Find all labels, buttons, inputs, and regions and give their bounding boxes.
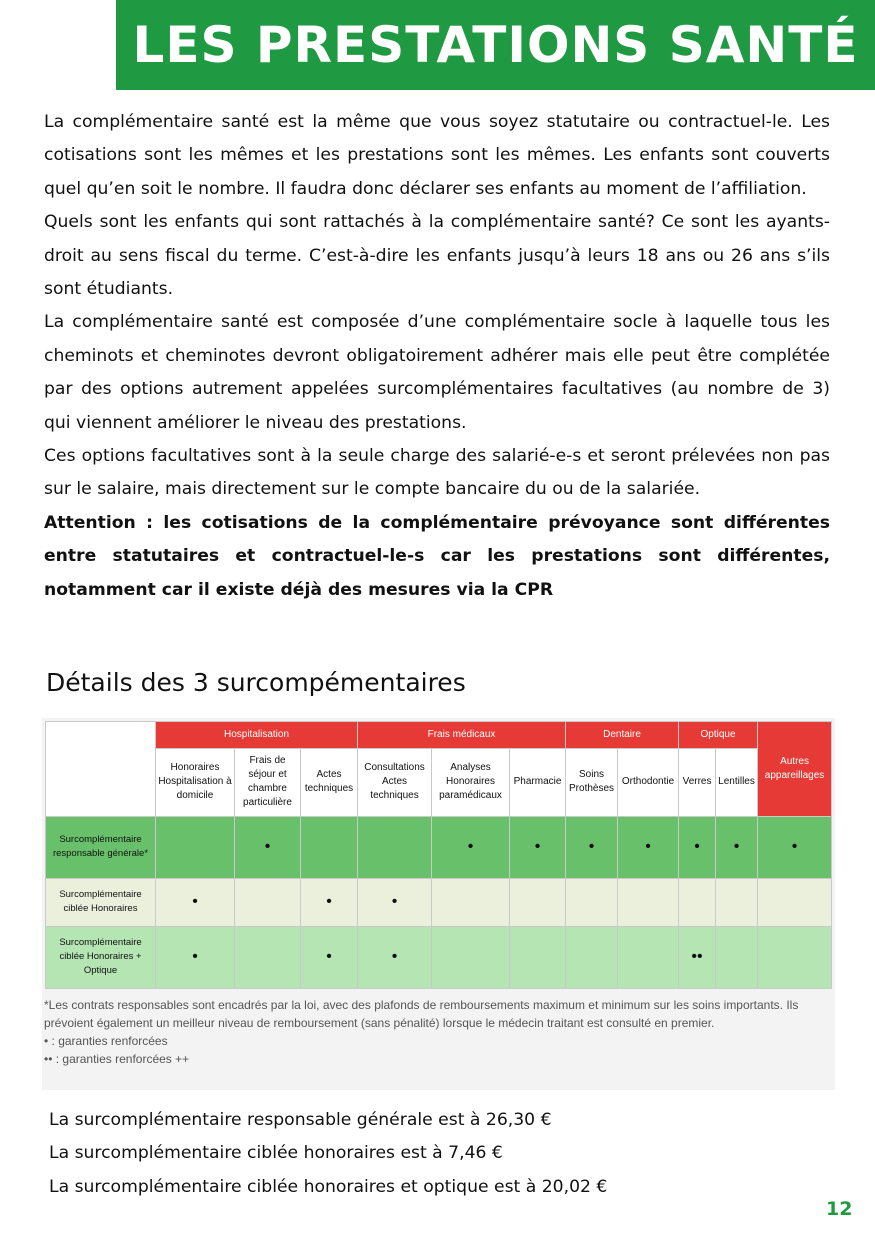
coverage-cell: • [679, 816, 716, 878]
coverage-cell: • [566, 816, 618, 878]
paragraph-3: La complémentaire santé est composée d’une complémentaire socle à laquelle tous les cheminots et cheminotes devront obligatoirement adhérer mais elle peut être complétée par des options autrement appelées surcomplémentaires facultatives (au nombre de 3) qui viennent améliorer le niveau des prestations. [44, 312, 830, 433]
table-notes [44, 996, 828, 1068]
coverage-cell [235, 926, 301, 989]
coverage-cell: • [301, 879, 358, 926]
price-item: La surcomplémentaire responsable générale est à 26,30 € [49, 1110, 552, 1130]
column-header: Verres [679, 749, 716, 817]
coverage-cell: • [716, 816, 758, 878]
coverage-cell [758, 926, 832, 989]
category-optique: Optique [679, 722, 758, 749]
column-header: Frais de séjour et chambre particulière [235, 749, 301, 817]
page-number: 12 [826, 1198, 853, 1220]
coverage-table [45, 721, 832, 989]
attention-paragraph: Attention : les cotisations de la complémentaire prévoyance sont différentes entre statutaires et contractuel-le-s car les prestations sont différentes, notamment car il existe déjà des mesures via la CPR [44, 512, 830, 600]
coverage-cell [618, 879, 679, 926]
coverage-cell [716, 926, 758, 989]
row-label: Surcomplémentaire ciblée Honoraires [46, 879, 156, 926]
coverage-cell [566, 879, 618, 926]
table-row [46, 879, 832, 926]
page-title: LES PRESTATIONS SANTÉ [132, 16, 859, 74]
coverage-cell: • [432, 816, 510, 878]
coverage-cell [679, 879, 716, 926]
table-row [46, 926, 832, 989]
coverage-cell [716, 879, 758, 926]
column-header: Soins Prothèses [566, 749, 618, 817]
column-header: Analyses Honoraires paramédicaux [432, 749, 510, 817]
coverage-cell: • [301, 926, 358, 989]
table-row [46, 816, 832, 878]
coverage-cell [432, 926, 510, 989]
price-list [49, 1104, 607, 1204]
coverage-cell [301, 816, 358, 878]
paragraph-2: Quels sont les enfants qui sont rattachés à la complémentaire santé? Ce sont les ayants-droit au sens fiscal du terme. C’est-à-dire les enfants jusqu’à leurs 18 ans ou 26 ans s’ils sont étudiants. [44, 212, 830, 300]
coverage-cell [566, 926, 618, 989]
price-item: La surcomplémentaire ciblée honoraires et optique est à 20,02 € [49, 1176, 608, 1197]
category-autres-appareillages: Autres appareillages [758, 722, 832, 817]
paragraph-1: La complémentaire santé est la même que vous soyez statutaire ou contractuel-le. Les cotisations sont les mêmes et les prestations sont les mêmes. Les enfants sont couverts quel qu’en soit le nombre. Il faudra donc déclarer ses enfants au moment de l’affiliation. [44, 112, 830, 199]
note-double-dot: •• : garanties renforcées ++ [44, 1052, 190, 1066]
body-text [44, 106, 830, 607]
coverage-cell [510, 879, 566, 926]
note-responsable: *Les contrats responsables sont encadrés par la loi, avec des plafonds de remboursements maximum et minimum sur les soins importants. Ils prévoient également un meilleur niveau de remboursement (sans pénalité) lorsque le médecin traitant est consulté en premier. [44, 998, 799, 1030]
coverage-cell: • [358, 879, 432, 926]
coverage-cell: • [156, 879, 235, 926]
coverage-cell: • [758, 816, 832, 878]
category-frais-medicaux: Frais médicaux [358, 722, 566, 749]
coverage-cell [510, 926, 566, 989]
coverage-cell: • [618, 816, 679, 878]
page-title-banner [116, 0, 875, 90]
coverage-table-figure [42, 718, 835, 1090]
column-header: Consultations Actes techniques [358, 749, 432, 817]
section-title: Détails des 3 surcompémentaires [46, 668, 466, 697]
column-header: Honoraires Hospitalisation à domicile [156, 749, 235, 817]
row-label: Surcomplémentaire ciblée Honoraires + Optique [46, 926, 156, 989]
coverage-cell: • [510, 816, 566, 878]
paragraph-4: Ces options facultatives sont à la seule charge des salarié-e-s et seront prélevées non pas sur le salaire, mais directement sur le compte bancaire du ou de la salariée. [44, 446, 830, 500]
table-corner [46, 722, 156, 817]
price-item: La surcomplémentaire ciblée honoraires est à 7,46 € [49, 1143, 503, 1164]
column-header: Actes techniques [301, 749, 358, 817]
coverage-cell [235, 879, 301, 926]
column-header: Orthodontie [618, 749, 679, 817]
category-dentaire: Dentaire [566, 722, 679, 749]
category-hospitalisation: Hospitalisation [156, 722, 358, 749]
coverage-cell [432, 879, 510, 926]
column-header: Lentilles [716, 749, 758, 817]
coverage-cell [618, 926, 679, 989]
column-header: Pharmacie [510, 749, 566, 817]
coverage-cell: • [235, 816, 301, 878]
coverage-cell [758, 879, 832, 926]
coverage-cell [156, 816, 235, 878]
coverage-cell: • [358, 926, 432, 989]
note-single-dot: • : garanties renforcées [44, 1034, 168, 1048]
row-label: Surcomplémentaire responsable générale* [46, 816, 156, 878]
coverage-cell: • [156, 926, 235, 989]
coverage-cell: •• [679, 926, 716, 989]
coverage-cell [358, 816, 432, 878]
